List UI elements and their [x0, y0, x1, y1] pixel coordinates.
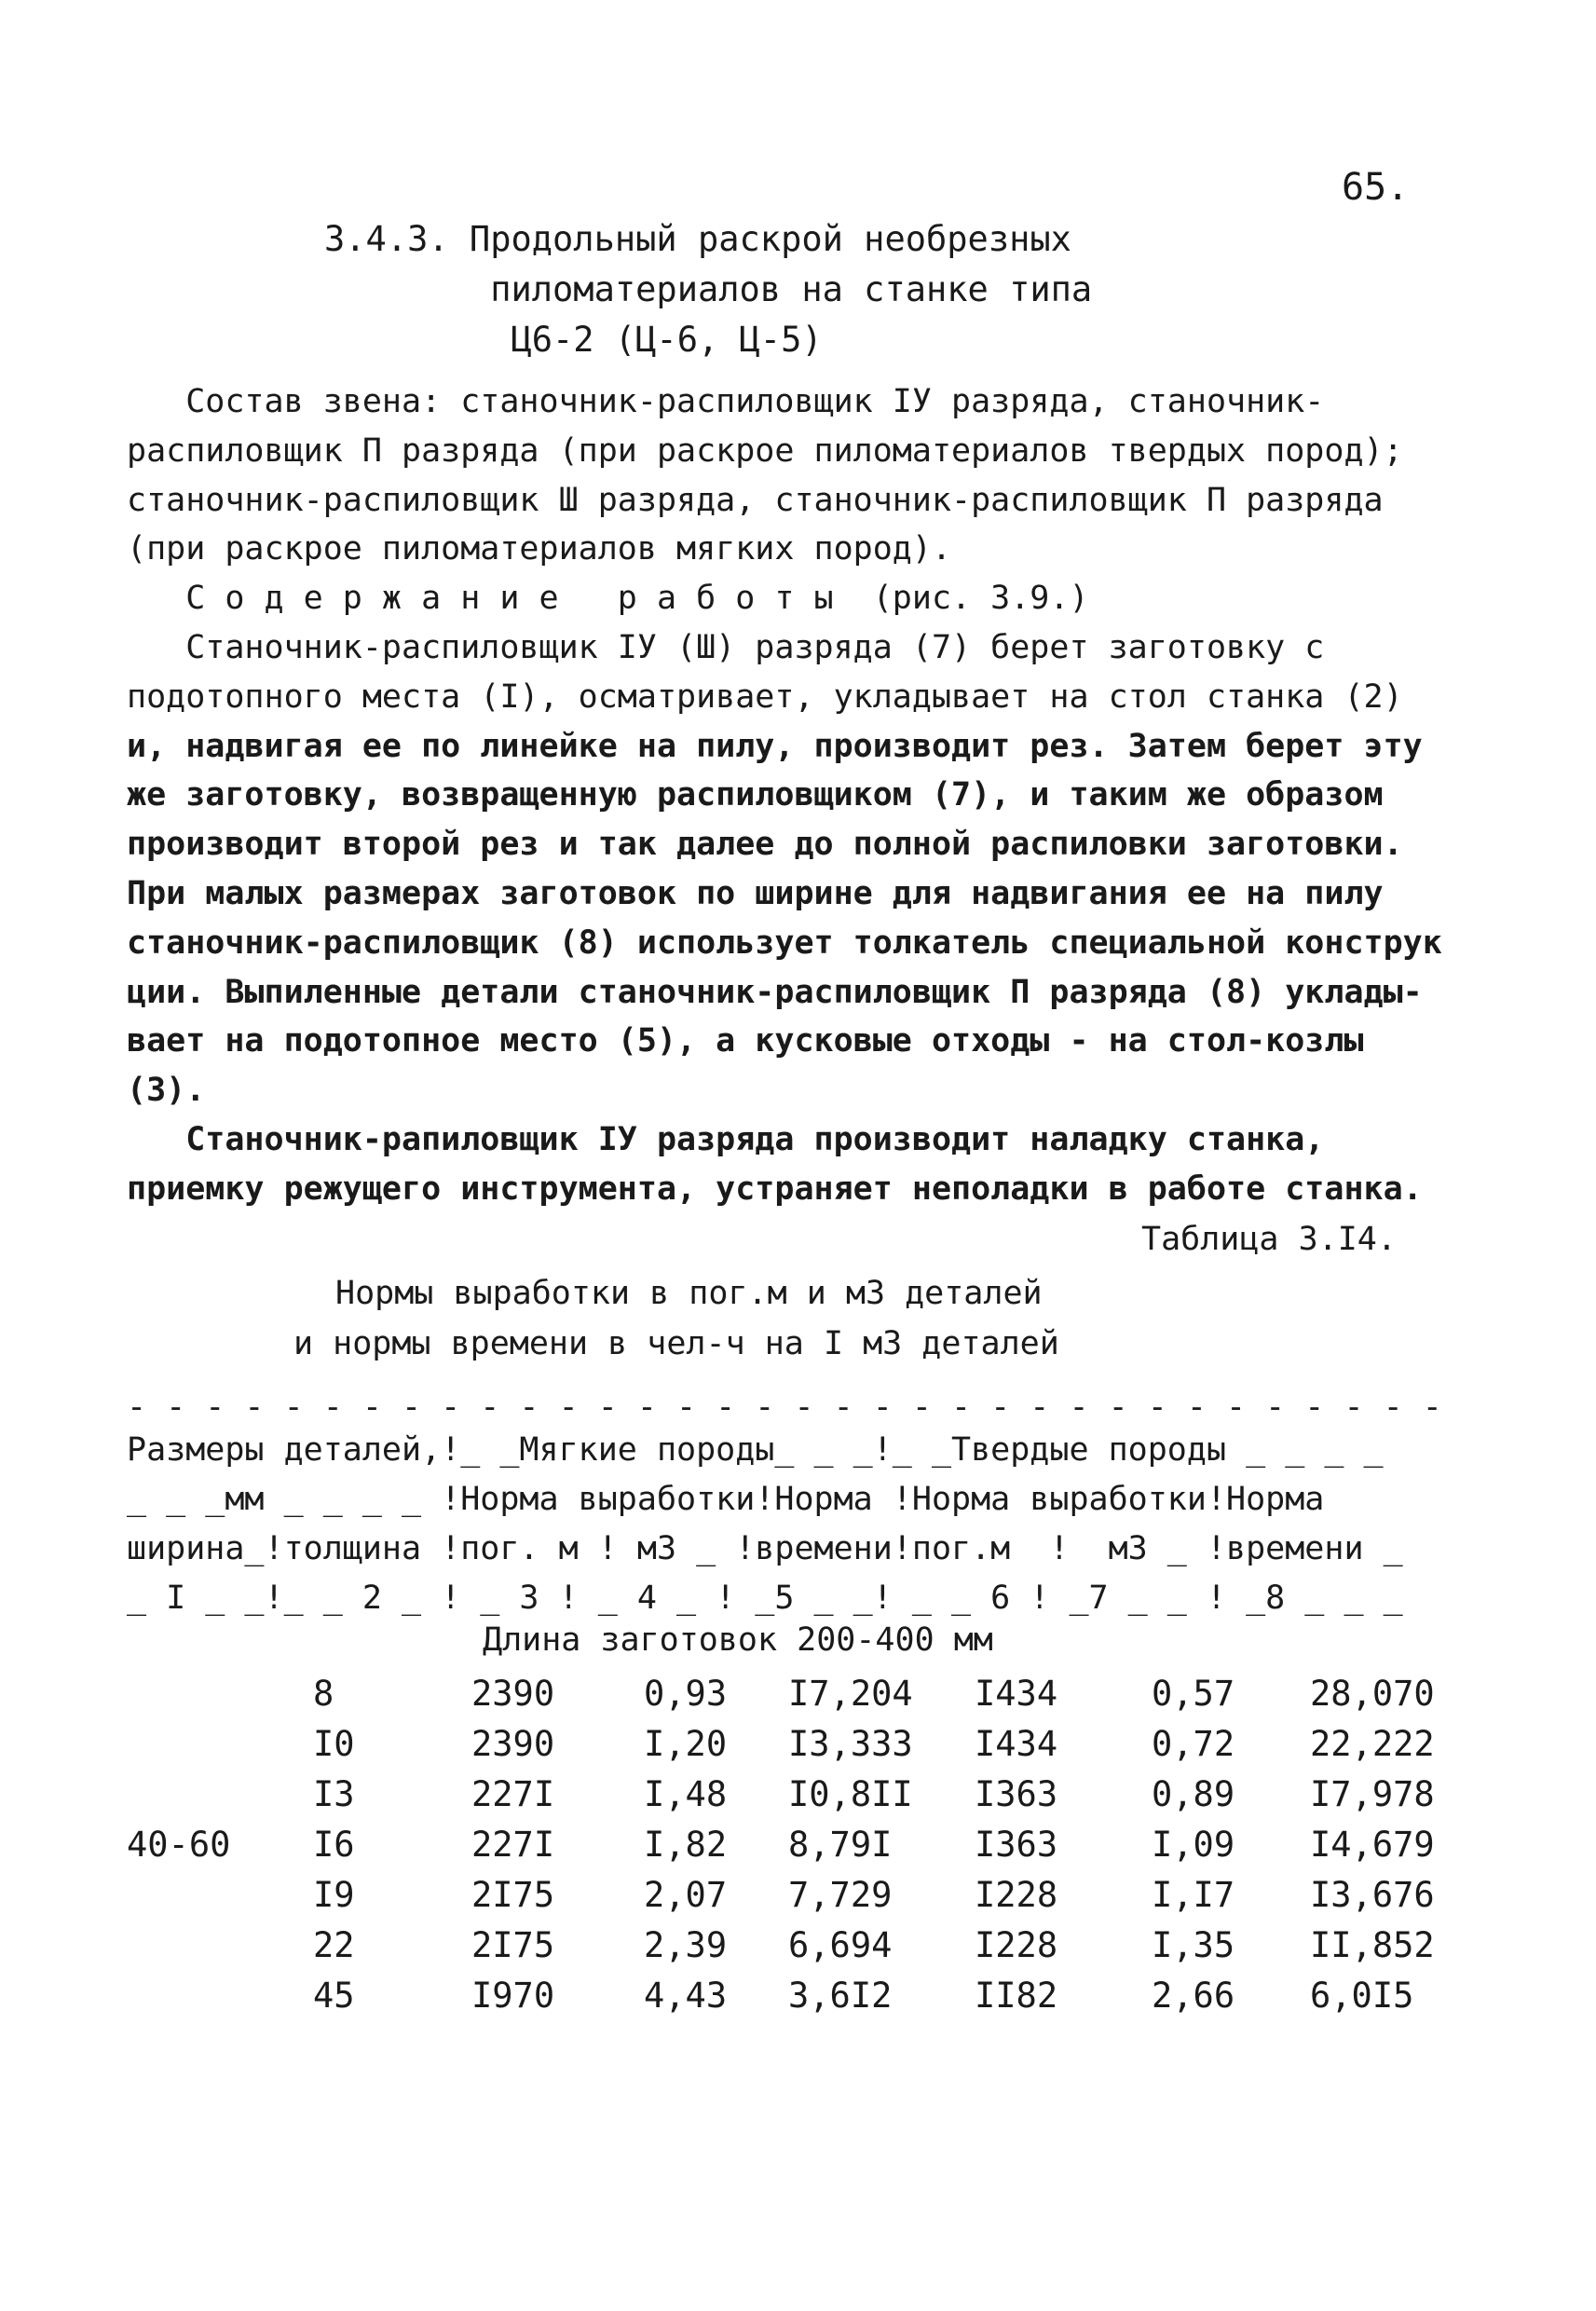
table-cell: 227I — [471, 1824, 555, 1865]
table-row — [127, 1869, 1496, 1920]
table-cell — [127, 1769, 313, 1819]
body-line: подотопного места (I), осматривает, укладывает на стол станка (2) — [127, 677, 1403, 716]
length-label: Длина заготовок 200-400 мм — [483, 1621, 993, 1659]
table-header-line: _ I _ _!_ _ 2 _ ! _ 3 ! _ 4 _ ! _5 _ _! _ _ 6 ! _7 _ _ ! _8 _ _ _ — [127, 1579, 1403, 1617]
table-cell: I,82 — [644, 1824, 728, 1865]
table-cell: 2390 — [471, 1723, 555, 1764]
section-heading — [324, 214, 1092, 365]
table-cell: I7,204 — [788, 1673, 913, 1714]
table-cell: I363 — [975, 1824, 1058, 1865]
table-cell: I4,679 — [1310, 1824, 1435, 1865]
table-cell: I,35 — [1152, 1924, 1235, 1965]
table-cell: I6 — [313, 1824, 355, 1865]
body-line: ции. Выпиленные детали станочник-распиловщик П разряда (8) уклады- — [127, 973, 1423, 1011]
body-line: (3). — [127, 1072, 206, 1110]
table-row — [127, 1718, 1496, 1769]
table-cell: I0 — [313, 1723, 355, 1764]
body-text — [127, 377, 1506, 1214]
table-cell: I,I7 — [1152, 1874, 1235, 1915]
heading-line: 3.4.3. Продольный раскрой необрезных — [324, 219, 1071, 259]
table-cell: 22,222 — [1310, 1723, 1435, 1764]
table-cell: 2,07 — [644, 1874, 728, 1915]
table-cell: 0,57 — [1152, 1673, 1235, 1714]
table-title-line: Нормы выработки в пог.м и м3 деталей — [335, 1275, 1043, 1312]
table-cell: I7,978 — [1310, 1773, 1435, 1814]
table-cell: 2I75 — [471, 1874, 555, 1915]
table-header-line: Размеры деталей,!_ _Мягкие породы_ _ _!_ _Твердые породы _ _ _ _ — [127, 1431, 1384, 1469]
heading-line: Ц6-2 (Ц-6, Ц-5) — [324, 320, 823, 360]
table-cell: I3 — [313, 1773, 355, 1814]
table-cell: 0,72 — [1152, 1723, 1235, 1764]
table-cell: 6,694 — [788, 1924, 893, 1965]
table-header — [127, 1426, 1506, 1623]
table-cell: I434 — [975, 1673, 1058, 1714]
table-cell: 2,66 — [1152, 1975, 1235, 2016]
table-cell: I363 — [975, 1773, 1058, 1814]
table-cell: I970 — [471, 1975, 555, 2016]
table-cell: 28,070 — [1310, 1673, 1435, 1714]
table-cell: I0,8II — [788, 1773, 913, 1814]
table-cell: I434 — [975, 1723, 1058, 1764]
page-number: 65. — [1342, 166, 1410, 209]
table-title-line: и нормы времени в чел-ч на I м3 деталей — [293, 1325, 1059, 1362]
body-line: (при раскрое пиломатериалов мягких пород). — [127, 530, 952, 568]
body-line: производит второй рез и так далее до полной распиловки заготовки. — [127, 826, 1403, 864]
table-cell: 227I — [471, 1773, 555, 1814]
table-cell: I3,333 — [788, 1723, 913, 1764]
table-row — [127, 1819, 1496, 1869]
table-cell: I3,676 — [1310, 1874, 1435, 1915]
table-cell: 0,93 — [644, 1673, 728, 1714]
body-line: При малых размерах заготовок по ширине для надвигания ее на пилу — [127, 874, 1384, 912]
table-row — [127, 1920, 1496, 1970]
table-top-rule: - - - - - - - - - - - - - - - - - - - - - - - - - - - - - - - - - - — [127, 1388, 1442, 1426]
table-cell: 6,0I5 — [1310, 1975, 1414, 2016]
table-cell — [127, 1718, 313, 1769]
table-header-line: _ _ _мм _ _ _ _ !Норма выработки!Норма !Норма выработки!Норма — [127, 1481, 1325, 1518]
heading-line: пиломатериалов на станке типа — [324, 269, 1093, 309]
body-line: Состав звена: станочник-распиловщик IУ разряда, станочник- — [127, 383, 1325, 420]
body-line: и, надвигая ее по линейке на пилу, производит рез. Затем берет эту — [127, 727, 1423, 765]
table-cell: 45 — [313, 1975, 355, 2016]
body-line: Станочник-распиловщик IУ (Ш) разряда (7) берет заготовку с — [127, 628, 1325, 666]
table-header-line: ширина_!толщина !пог. м ! м3 _ !времени!пог.м ! м3 _ !времени _ — [127, 1530, 1403, 1567]
table-cell — [127, 1668, 313, 1718]
table-cell: 4,43 — [644, 1975, 728, 2016]
body-line: станочник-распиловщик Ш разряда, станочник-распиловщик П разряда — [127, 481, 1384, 519]
table-cell: 8 — [313, 1673, 334, 1714]
table-cell: II82 — [975, 1975, 1058, 2016]
table-cell — [127, 1869, 313, 1920]
table-cell: 40-60 — [127, 1824, 231, 1865]
table-cell: I228 — [975, 1924, 1058, 1965]
body-line: приемку режущего инструмента, устраняет неполадки в работе станка. — [127, 1169, 1423, 1208]
table-cell — [127, 1970, 313, 2020]
table-cell: 2390 — [471, 1673, 555, 1714]
table-cell: I9 — [313, 1874, 355, 1915]
table-cell: I228 — [975, 1874, 1058, 1915]
table-row — [127, 1769, 1496, 1819]
table-cell: 2I75 — [471, 1924, 555, 1965]
table-cell: 8,79I — [788, 1824, 893, 1865]
table-cell: 0,89 — [1152, 1773, 1235, 1814]
table-cell: 2,39 — [644, 1924, 728, 1965]
table-cell: 3,6I2 — [788, 1975, 893, 2016]
body-line: же заготовку, возвращенную распиловщиком (7), и таким же образом — [127, 776, 1384, 814]
table-row — [127, 1970, 1496, 2020]
body-line: вает на подотопное место (5), а кусковые отходы - на стол-козлы — [127, 1022, 1364, 1060]
table-cell — [127, 1920, 313, 1970]
norms-table — [127, 1668, 1496, 2020]
table-cell: 22 — [313, 1924, 355, 1965]
table-cell: 7,729 — [788, 1874, 893, 1915]
table-cell: I,20 — [644, 1723, 728, 1764]
body-line: станочник-распиловщик (8) использует толкатель специальной конструк — [127, 923, 1442, 962]
table-cell: I,48 — [644, 1773, 728, 1814]
body-line: распиловщик П разряда (при раскрое пиломатериалов твердых пород); — [127, 431, 1403, 470]
table-cell: II,852 — [1310, 1924, 1435, 1965]
body-line: С о д е р ж а н и е р а б о т ы (рис. 3.9.) — [127, 580, 1089, 618]
table-cell: I,09 — [1152, 1824, 1235, 1865]
table-caption: Таблица 3.I4. — [1141, 1221, 1397, 1258]
table-row — [127, 1668, 1496, 1718]
body-line: Станочник-рапиловщик IУ разряда производит наладку станка, — [127, 1120, 1325, 1158]
